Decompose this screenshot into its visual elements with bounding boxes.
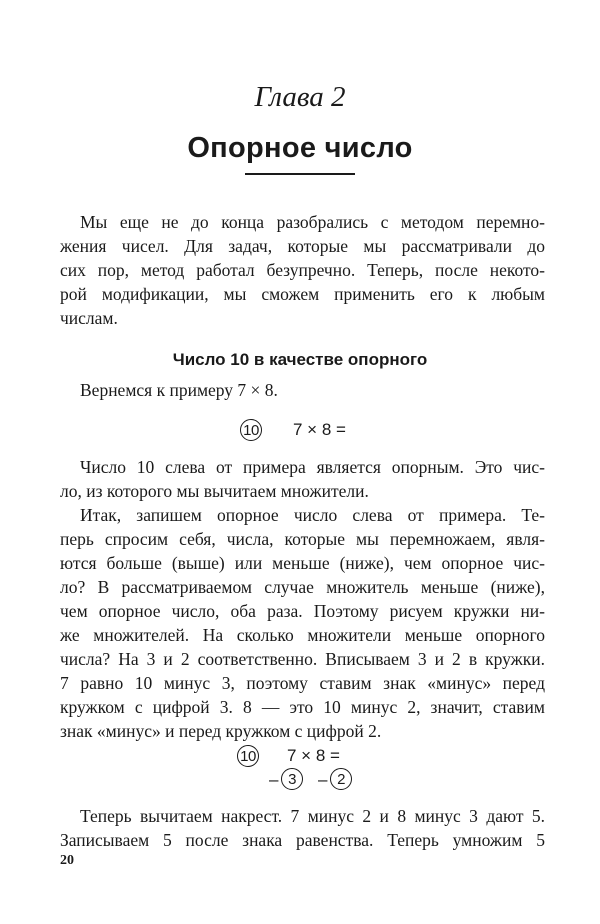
text-line: Теперь вычитаем накрест. 7 минус 2 и 8 минус 3 дают 5. [80, 806, 545, 826]
text-line: сих пор, метод работал безупречно. Теперь, после некото- [60, 260, 545, 280]
text-line: Число 10 слева от примера является опорным. Это чис- [80, 457, 545, 477]
text-line: чем опорное число, оба раза. Поэтому рисуем кружки ни- [60, 601, 545, 621]
text-line: кружком с цифрой 3. 8 — это 10 минус 2, значит, ставим [60, 697, 545, 717]
text-line: числам. [60, 308, 118, 328]
difference-circle: 3 [281, 768, 303, 790]
text-line: ются больше (выше) или меньше (ниже), чем опорное чис- [60, 553, 545, 573]
reference-number-circle: 10 [240, 419, 262, 441]
text-line: знак «минус» и перед кружком с цифрой 2. [60, 721, 382, 741]
reference-number-circle: 10 [237, 745, 259, 767]
multiplication-expression: 7 × 8 = [293, 420, 346, 439]
text-line: же множителей. На сколько множители меньше опорного [60, 625, 545, 645]
multiplication-expression: 7 × 8 = [287, 746, 340, 765]
paragraph-3 [60, 804, 545, 852]
text-line: рой модификации, мы сможем применить его к любым [60, 284, 545, 304]
difference-circle: 2 [330, 768, 352, 790]
section-lead [60, 378, 545, 402]
title-underline [245, 173, 355, 175]
paragraph-2 [60, 503, 545, 743]
paragraph-1 [60, 455, 545, 503]
text-line: Записываем 5 после знака равенства. Теперь умножим 5 [60, 830, 545, 850]
text-line: жения чисел. Для задач, которые мы рассматривали до [60, 236, 545, 256]
text-line: 7 равно 10 минус 3, поэтому ставим знак «минус» перед [60, 673, 545, 693]
chapter-label: Глава 2 [254, 81, 346, 113]
intro-paragraph [60, 210, 545, 330]
text-line: Мы еще не до конца разобрались с методом перемно- [80, 212, 545, 232]
chapter-title: Опорное число [187, 132, 413, 164]
text-line: Итак, запишем опорное число слева от примера. Те- [80, 505, 545, 525]
section-heading: Число 10 в качестве опорного [172, 350, 428, 369]
text-line: ло? В рассматриваемом случае множитель меньше (ниже), [60, 577, 545, 597]
page-number: 20 [60, 853, 74, 868]
text-line: ло, из которого мы вычитаем множители. [60, 481, 369, 501]
text-line: Вернемся к примеру 7 × 8. [80, 380, 278, 400]
minus-sign: – [318, 770, 328, 789]
minus-sign: – [269, 770, 279, 789]
text-line: числа? На 3 и 2 соответственно. Вписываем 3 и 2 в кружки. [60, 649, 545, 669]
text-line: перь спросим себя, числа, которые мы перемножаем, явля- [60, 529, 545, 549]
